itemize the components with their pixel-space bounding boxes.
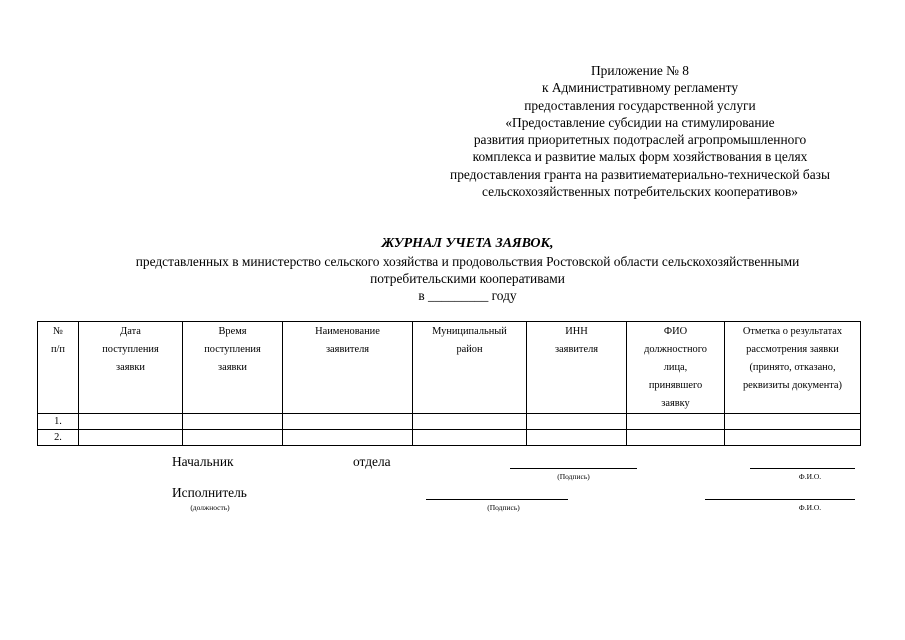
table-cell: [413, 414, 527, 430]
applications-journal-table: [37, 321, 861, 446]
table-cell: [527, 430, 627, 446]
head-fio-line: [750, 468, 855, 469]
document-title: ЖУРНАЛ УЧЕТА ЗАЯВОК,: [381, 236, 554, 251]
signature-caption: (Подпись): [487, 503, 520, 512]
appendix-line: сельскохозяйственных потребительских кооперативов»: [482, 184, 798, 200]
appendix-line: «Предоставление субсидии на стимулирование: [505, 114, 775, 130]
signature-caption: (Подпись): [557, 472, 590, 481]
col-header-inn: ИНН заявителя: [527, 322, 627, 414]
table-cell: [183, 414, 283, 430]
col-header-official: ФИО должностного лица, принявшего заявку: [627, 322, 725, 414]
subtitle-line: потребительскими кооперативами: [370, 271, 565, 286]
table-cell: [283, 414, 413, 430]
appendix-line: комплекса и развитие малых форм хозяйствования в целях: [472, 149, 808, 165]
table-cell: [725, 430, 861, 446]
table-cell: [627, 414, 725, 430]
head-label: Начальник: [172, 454, 234, 469]
appendix-line: предоставления государственной услуги: [524, 97, 756, 113]
table-cell: [183, 430, 283, 446]
executor-signature-line: [426, 499, 568, 500]
document-subtitle: [0, 253, 905, 304]
executor-fio-line: [705, 499, 855, 500]
table-cell: [79, 430, 183, 446]
table-cell: [413, 430, 527, 446]
col-header-result: Отметка о результатах рассмотрения заявки (принято, отказано, реквизиты документа): [725, 322, 861, 414]
appendix-line: к Административному регламенту: [541, 80, 739, 96]
col-header-date: Дата поступления заявки: [79, 322, 183, 414]
table-cell: [527, 414, 627, 430]
executor-label: Исполнитель: [172, 485, 247, 500]
table-row: [38, 414, 861, 430]
appendix-line: развития приоритетных подотраслей агропромышленного: [473, 132, 807, 148]
table-cell: [79, 414, 183, 430]
table-cell: [627, 430, 725, 446]
table-header-row: [38, 322, 861, 414]
subtitle-line: представленных в министерство сельского хозяйства и продовольствия Ростовской области сельскохозяйственными: [135, 254, 800, 269]
table-cell: [283, 430, 413, 446]
department-label: отдела: [353, 454, 391, 469]
table-cell: 2.: [38, 430, 79, 446]
table-cell: 1.: [38, 414, 79, 430]
col-header-number: № п/п: [38, 322, 79, 414]
fio-caption: Ф.И.О.: [798, 503, 822, 512]
fio-caption: Ф.И.О.: [798, 472, 822, 481]
col-header-applicant: Наименование заявителя: [283, 322, 413, 414]
col-header-time: Время поступления заявки: [183, 322, 283, 414]
subtitle-year-line: в _________ году: [418, 288, 517, 303]
appendix-line: предоставления гранта на развитиематериально-технической базы: [450, 166, 830, 182]
appendix-line: Приложение № 8: [590, 63, 690, 78]
appendix-header: [420, 62, 860, 200]
table-cell: [725, 414, 861, 430]
position-caption: (должность): [190, 503, 230, 512]
table-row: [38, 430, 861, 446]
col-header-district: Муниципальный район: [413, 322, 527, 414]
head-signature-line: [510, 468, 637, 469]
